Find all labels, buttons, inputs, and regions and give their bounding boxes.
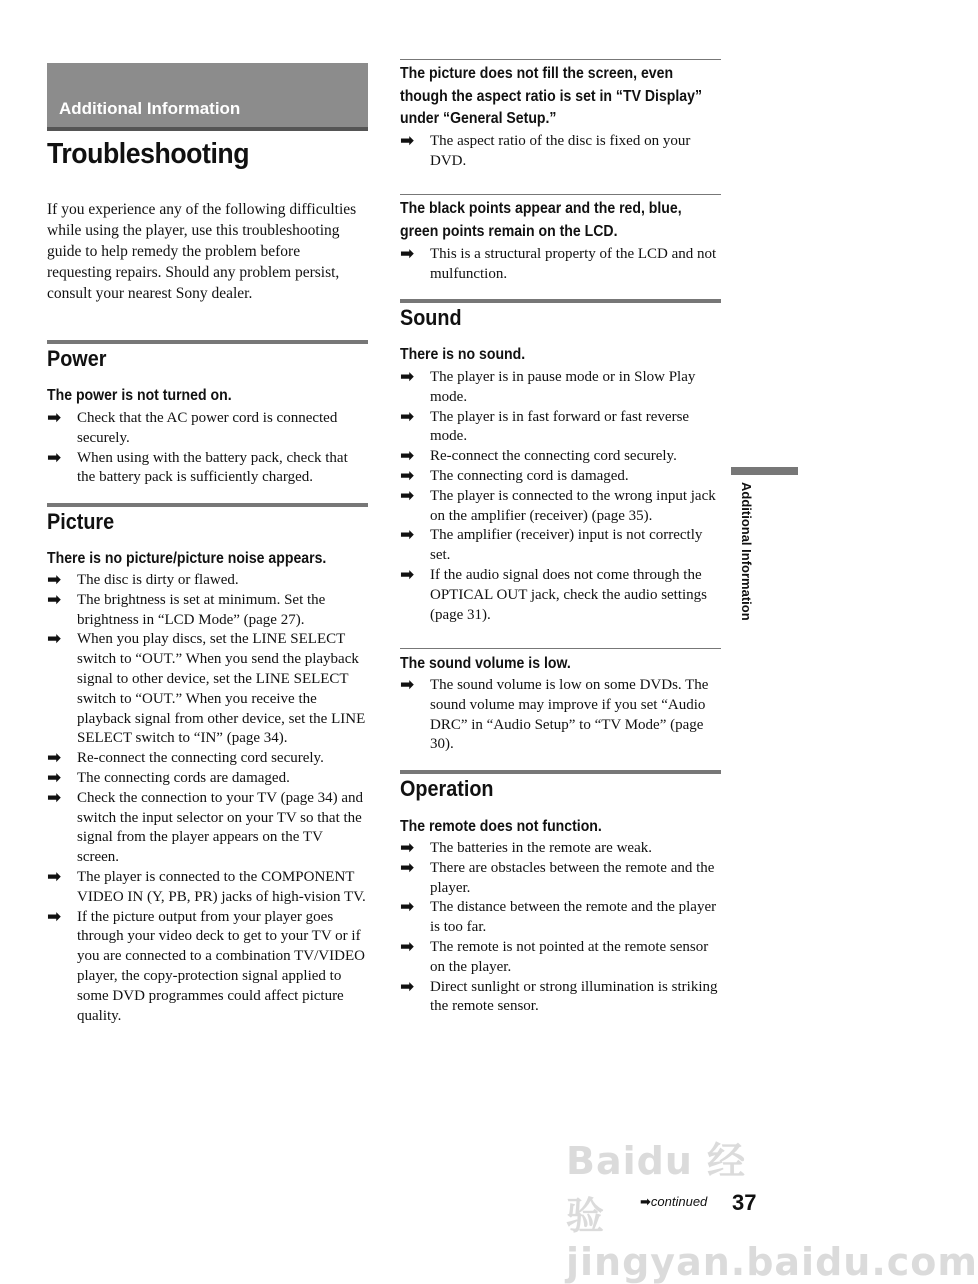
list-item-text: Re-connect the connecting cord securely. [77,750,324,767]
answer-list [47,571,368,1026]
list-item-text: Re-connect the connecting cord securely. [430,448,677,465]
list-item [47,449,368,489]
side-section-label: Additional Information [739,482,754,621]
list-item [47,769,368,789]
list-item [400,938,721,978]
list-item [47,749,368,769]
question-power-not-on: The power is not turned on. [47,387,232,404]
section-tab [47,63,368,131]
side-tab-bar [731,467,798,475]
question-no-picture: There is no picture/picture noise appears. [47,550,327,567]
list-item-text: Check that the AC power cord is connected securely. [77,410,338,446]
list-item [400,676,721,755]
answer-list [47,409,368,488]
arrow-icon: ➡ [400,976,415,997]
arrow-icon: ➡ [400,485,415,506]
section-heading-sound: Sound [400,299,721,331]
list-item [400,526,721,566]
question-picture-not-fill: The picture does not fill the screen, even though the aspect ratio is set in “TV Display” under “General Setup.” [400,59,721,131]
list-item-text: If the audio signal does not come through the OPTICAL OUT jack, check the audio settings (page 31). [430,566,708,623]
list-item-text: The disc is dirty or flawed. [77,572,239,588]
arrow-icon: ➡ [400,838,415,858]
arrow-icon: ➡ [47,787,62,808]
list-item [400,245,721,285]
list-item-text: This is a structural property of the LCD and not mulfunction. [430,246,717,282]
continued-note [640,1194,707,1210]
list-item-text: Check the connection to your TV (page 34) and switch the input selector on your TV so that the signal from the player appears on the TV screen. [77,789,364,866]
list-item [47,409,368,449]
arrow-icon: ➡ [400,857,415,878]
list-item [400,898,721,938]
arrow-icon: ➡ [47,570,62,590]
list-item [400,487,721,527]
arrow-icon: ➡ [400,131,415,151]
list-item [400,132,721,172]
list-item-text: The player is in fast forward or fast reverse mode. [430,408,690,445]
arrow-icon: ➡ [47,589,62,610]
continued-label: continued [650,1194,708,1209]
arrow-icon: ➡ [400,465,415,486]
list-item [47,868,368,908]
list-item [400,566,721,625]
question-volume-low: The sound volume is low. [400,648,721,675]
question-no-sound: There is no sound. [400,346,526,363]
list-item [400,839,721,859]
arrow-icon: ➡ [47,906,62,927]
page-title: Troubleshooting [47,138,250,170]
arrow-icon: ➡ [400,897,415,918]
list-item-text: There are obstacles between the remote and the player. [430,859,715,896]
list-item-text: The batteries in the remote are weak. [430,840,652,856]
list-item [400,368,721,408]
arrow-icon: ➡ [400,406,415,427]
arrow-icon: ➡ [47,447,62,468]
list-item-text: If the picture output from your player goes through your video deck to get to your TV or if you are connected to a combination TV/VIDEO player, the copy-protection signal applied to some DVD programmes could affect picture quality. [77,908,365,1024]
list-item [47,908,368,1027]
list-item [47,630,368,749]
arrow-icon: ➡ [47,629,62,650]
list-item-text: The remote is not pointed at the remote sensor on the player. [430,938,709,975]
arrow-icon: ➡ [400,525,415,546]
arrow-icon: ➡ [47,408,62,428]
list-item [47,789,368,868]
section-heading-picture: Picture [47,503,368,535]
answer-list [400,245,721,285]
arrow-icon: ➡ [400,675,415,695]
list-item [400,467,721,487]
list-item [400,859,721,899]
section-heading-power: Power [47,340,368,372]
arrow-icon: ➡ [640,1195,651,1210]
arrow-icon: ➡ [400,564,415,585]
question-black-points: The black points appear and the red, blue, green points remain on the LCD. [400,194,721,243]
arrow-icon: ➡ [47,748,62,769]
list-item-text: The brightness is set at minimum. Set the brightness in “LCD Mode” (page 27). [77,591,326,628]
list-item-text: The amplifier (receiver) input is not correctly set. [430,527,703,564]
list-item [47,591,368,631]
list-item-text: The player is connected to the wrong input jack on the amplifier (receiver) (page 35). [430,487,716,524]
list-item-text: When using with the battery pack, check that the battery pack is sufficiently charged. [77,449,348,486]
list-item [400,408,721,448]
answer-list [400,368,721,625]
list-item-text: The player is in pause mode or in Slow Play mode. [430,369,696,405]
list-item [400,447,721,467]
list-item-text: The sound volume is low on some DVDs. The sound volume may improve if you set “Audio DRC” in “Audio Setup” to “TV Mode” (page 30). [430,677,709,753]
section-tab-label: Additional Information [59,99,241,118]
page-number: 37 [732,1190,757,1215]
section-heading-operation: Operation [400,770,721,802]
list-item-text: The connecting cord is damaged. [430,467,629,484]
arrow-icon: ➡ [47,767,62,788]
arrow-icon: ➡ [400,936,415,957]
question-remote-not-function: The remote does not function. [400,818,602,835]
arrow-icon: ➡ [47,866,62,887]
arrow-icon: ➡ [400,446,415,467]
list-item-text: Direct sunlight or strong illumination is striking the remote sensor. [430,978,718,1015]
answer-list [400,132,721,172]
list-item-text: The aspect ratio of the disc is fixed on your DVD. [430,133,691,169]
answer-list [400,676,721,755]
list-item [47,571,368,591]
list-item-text: The connecting cords are damaged. [77,769,290,786]
list-item-text: When you play discs, set the LINE SELECT switch to “OUT.” When you send the playback signal to other device, set the LINE SELECT switch to “OUT.” When you receive the playback signal from other device, set the LINE SELECT switch to “IN” (page 34). [77,631,366,747]
arrow-icon: ➡ [400,367,415,387]
list-item-text: The distance between the remote and the player is too far. [430,899,717,936]
list-item-text: The player is connected to the COMPONENT VIDEO IN (Y, PB, PR) jacks of high-vision TV. [77,868,366,905]
answer-list [400,839,721,1017]
intro-paragraph: If you experience any of the following difficulties while using the player, use this troubleshooting guide to help remedy the problem before requesting repairs. Should any problem persist, consult your nearest Sony dealer. [47,201,357,302]
list-item [400,978,721,1018]
arrow-icon: ➡ [400,244,415,264]
watermark-text: Baidu 经验 jingyan.baidu.com [566,1139,978,1284]
